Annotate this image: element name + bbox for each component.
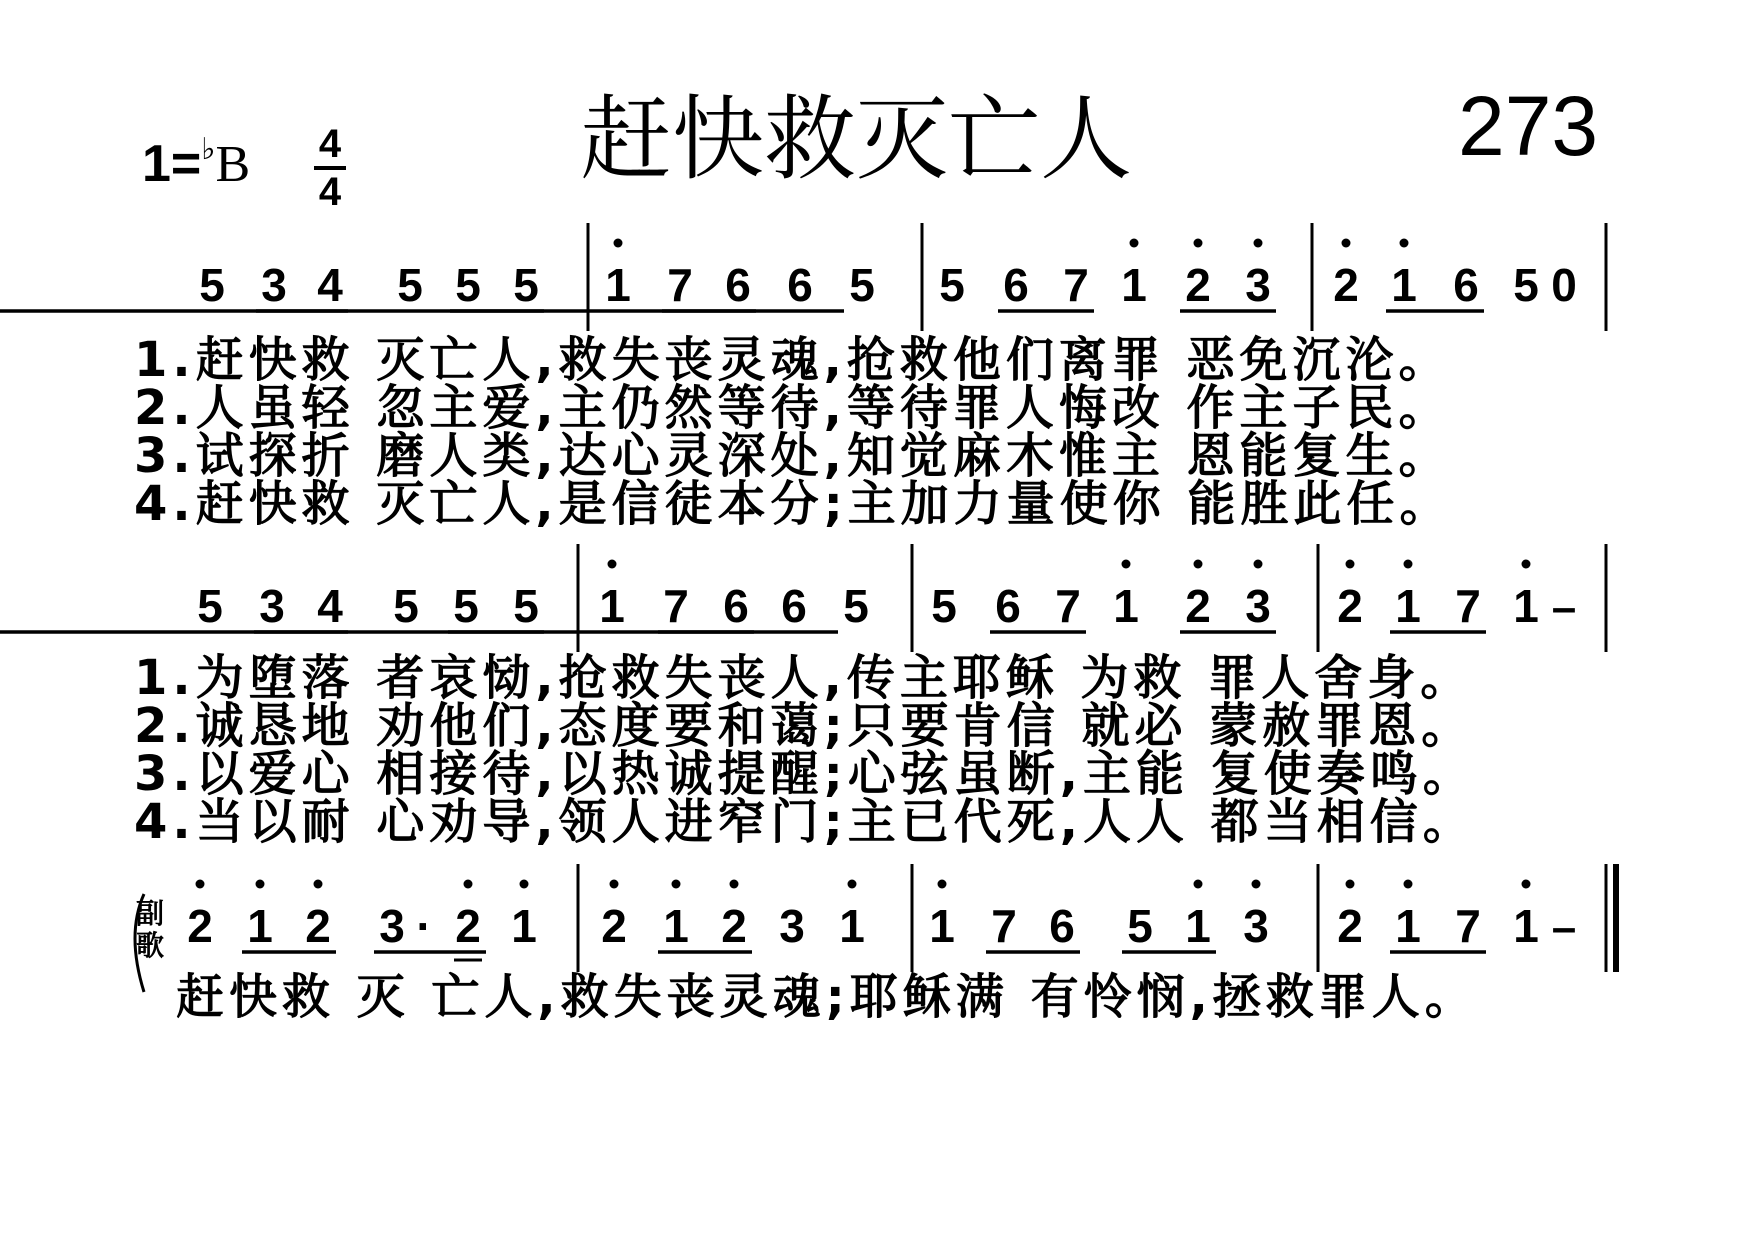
note-s2-m3-n2: 6 — [995, 580, 1021, 632]
octave-dot-s1-m3-n5 — [1194, 239, 1203, 248]
note-s2-m1-n6: 5 — [513, 580, 539, 632]
chorus-label-top: 副 — [135, 897, 164, 930]
key-note: B — [215, 136, 251, 193]
note-s2-m2-n4: 6 — [781, 580, 807, 632]
hymn-number: 273 — [1458, 79, 1599, 173]
octave-dot-s3-m1-n3 — [314, 880, 323, 889]
note-s1-m3-n5: 2 — [1185, 259, 1211, 311]
note-s3-m2-n4: 3 — [779, 900, 805, 952]
note-s3-m3-n1: 1 — [929, 900, 955, 952]
note-s2-m3-n6: 3 — [1245, 580, 1271, 632]
note-s1-m3-n2: 6 — [1003, 259, 1029, 311]
note-s2-m1-n1: 5 — [197, 580, 223, 632]
note-s2-m4-n5: – — [1551, 583, 1577, 632]
note-s3-m3-n2: 7 — [991, 900, 1017, 952]
note-s3-m4-n3: 7 — [1455, 900, 1481, 952]
octave-dot-s1-m3-n4 — [1130, 239, 1139, 248]
time-numerator: 4 — [318, 122, 342, 166]
octave-dot-s3-m3-n1 — [938, 880, 947, 889]
note-s1-m2-n5: 5 — [849, 259, 875, 311]
note-s1-m4-n5: 0 — [1551, 259, 1577, 311]
note-s1-m4-n2: 1 — [1391, 259, 1417, 311]
note-s3-m3-n5: 1 — [1185, 900, 1211, 952]
note-s2-m3-n5: 2 — [1185, 580, 1211, 632]
note-s1-m1-n2: 3 — [261, 259, 287, 311]
note-s2-m3-n4: 1 — [1113, 580, 1139, 632]
note-s2-m2-n2: 7 — [663, 580, 689, 632]
note-s1-m1-n4: 5 — [397, 259, 423, 311]
octave-dot-s2-m3-n4 — [1122, 560, 1131, 569]
chorus-label — [132, 898, 168, 962]
lyric-s1-v3: 3.试探折 磨人类,达心灵深处,知觉麻木惟主 恩能复生。 — [134, 428, 1452, 484]
key-prefix: 1= — [142, 135, 202, 193]
note-s3-m4-n5: – — [1551, 903, 1577, 952]
lyric-s2-v3: 3.以爱心 相接待,以热诚提醒;心弦虽断,主能 复使奏鸣。 — [134, 746, 1476, 802]
note-s3-m2-n2: 1 — [663, 900, 689, 952]
octave-dot-s3-m1-n6 — [464, 880, 473, 889]
note-s3-m4-n2: 1 — [1395, 900, 1421, 952]
octave-dot-s2-m4-n1 — [1346, 560, 1355, 569]
lyric-s2-v1: 1.为堕落 者哀恸,抢救失丧人,传主耶稣 为救 罪人舍身。 — [134, 650, 1474, 706]
note-s3-m2-n3: 2 — [721, 900, 747, 952]
note-s3-m1-n1: 2 — [187, 900, 213, 952]
note-s1-m3-n1: 5 — [939, 259, 965, 311]
flat-sign: ♭ — [201, 132, 216, 167]
octave-dot-s3-m1-n1 — [196, 880, 205, 889]
octave-dot-s3-m2-n5 — [848, 880, 857, 889]
chorus-label-bottom: 歌 — [135, 929, 164, 962]
note-s1-m3-n4: 1 — [1121, 259, 1147, 311]
note-s3-m3-n4: 5 — [1127, 900, 1153, 952]
note-s2-m1-n4: 5 — [393, 580, 419, 632]
octave-dot-s3-m2-n2 — [672, 880, 681, 889]
lyric-s1-v1: 1.赶快救 灭亡人,救失丧灵魂,抢救他们离罪 恶免沉沦。 — [134, 332, 1452, 388]
note-s3-m1-n5: · — [416, 900, 432, 952]
note-s3-m1-n3: 2 — [305, 900, 331, 952]
note-s3-m2-n5: 1 — [839, 900, 865, 952]
note-s1-m4-n4: 5 — [1513, 259, 1539, 311]
octave-dot-s1-m4-n1 — [1342, 239, 1351, 248]
octave-dot-s3-m4-n2 — [1404, 880, 1413, 889]
note-s2-m2-n3: 6 — [723, 580, 749, 632]
note-s3-m2-n1: 2 — [601, 900, 627, 952]
note-s3-m4-n1: 2 — [1337, 900, 1363, 952]
note-s1-m3-n3: 7 — [1063, 259, 1089, 311]
note-s2-m1-n5: 5 — [453, 580, 479, 632]
note-s1-m4-n1: 2 — [1333, 259, 1359, 311]
note-s1-m3-n6: 3 — [1245, 259, 1271, 311]
note-s3-m3-n6: 3 — [1243, 900, 1269, 952]
octave-dot-s2-m3-n6 — [1254, 560, 1263, 569]
octave-dot-s3-m1-n7 — [520, 880, 529, 889]
note-s3-m1-n2: 1 — [247, 900, 273, 952]
octave-dot-s3-m3-n6 — [1252, 880, 1261, 889]
note-s1-m1-n6: 5 — [513, 259, 539, 311]
note-s2-m3-n1: 5 — [931, 580, 957, 632]
octave-dot-s2-m4-n4 — [1522, 560, 1531, 569]
note-s2-m3-n3: 7 — [1055, 580, 1081, 632]
note-s1-m1-n1: 5 — [199, 259, 225, 311]
note-s2-m4-n4: 1 — [1513, 580, 1539, 632]
note-s2-m4-n3: 7 — [1455, 580, 1481, 632]
note-s1-m2-n1: 1 — [605, 259, 631, 311]
note-s2-m2-n5: 5 — [843, 580, 869, 632]
octave-dot-s1-m2-n1 — [614, 239, 623, 248]
note-s1-m2-n3: 6 — [725, 259, 751, 311]
hymn-title: 赶快救灭亡人 — [580, 86, 1133, 193]
octave-dot-s1-m4-n2 — [1400, 239, 1409, 248]
note-s1-m2-n4: 6 — [787, 259, 813, 311]
note-s3-m4-n4: 1 — [1513, 900, 1539, 952]
note-s3-m1-n4: 3 — [379, 900, 405, 952]
note-s2-m4-n2: 1 — [1395, 580, 1421, 632]
note-s1-m1-n3: 4 — [317, 259, 343, 311]
note-s2-m1-n2: 3 — [259, 580, 285, 632]
octave-dot-s3-m4-n1 — [1346, 880, 1355, 889]
octave-dot-s3-m2-n3 — [730, 880, 739, 889]
octave-dot-s3-m4-n4 — [1522, 880, 1531, 889]
lyric-chorus: 赶快救 灭 亡人,救失丧灵魂;耶稣满 有怜悯,拯救罪人。 — [176, 969, 1478, 1025]
lyric-s2-v2: 2.诚恳地 劝他们,态度要和蔼;只要肯信 就必 蒙赦罪恩。 — [134, 698, 1475, 754]
note-s3-m3-n3: 6 — [1049, 900, 1075, 952]
note-s3-m1-n6: 2 — [455, 900, 481, 952]
note-s2-m1-n3: 4 — [317, 580, 343, 632]
octave-dot-s1-m3-n6 — [1254, 239, 1263, 248]
lyric-s2-v4: 4.当以耐 心劝导,领人进窄门;主已代死,人人 都当相信。 — [134, 794, 1476, 850]
octave-dot-s2-m3-n5 — [1194, 560, 1203, 569]
octave-dot-s3-m3-n5 — [1194, 880, 1203, 889]
note-s2-m2-n1: 1 — [599, 580, 625, 632]
time-denominator: 4 — [318, 170, 342, 214]
note-s1-m4-n3: 6 — [1453, 259, 1479, 311]
note-s1-m2-n2: 7 — [667, 259, 693, 311]
octave-dot-s3-m2-n1 — [610, 880, 619, 889]
octave-dot-s2-m2-n1 — [608, 560, 617, 569]
lyric-s1-v4: 4.赶快救 灭亡人,是信徒本分;主加力量使你 能胜此任。 — [134, 476, 1453, 532]
octave-dot-s2-m4-n2 — [1404, 560, 1413, 569]
note-s2-m4-n1: 2 — [1337, 580, 1363, 632]
octave-dot-s3-m1-n2 — [256, 880, 265, 889]
lyric-s1-v2: 2.人虽轻 忽主爱,主仍然等待,等待罪人悔改 作主子民。 — [134, 380, 1452, 436]
note-s3-m1-n7: 1 — [511, 900, 537, 952]
note-s1-m1-n5: 5 — [455, 259, 481, 311]
